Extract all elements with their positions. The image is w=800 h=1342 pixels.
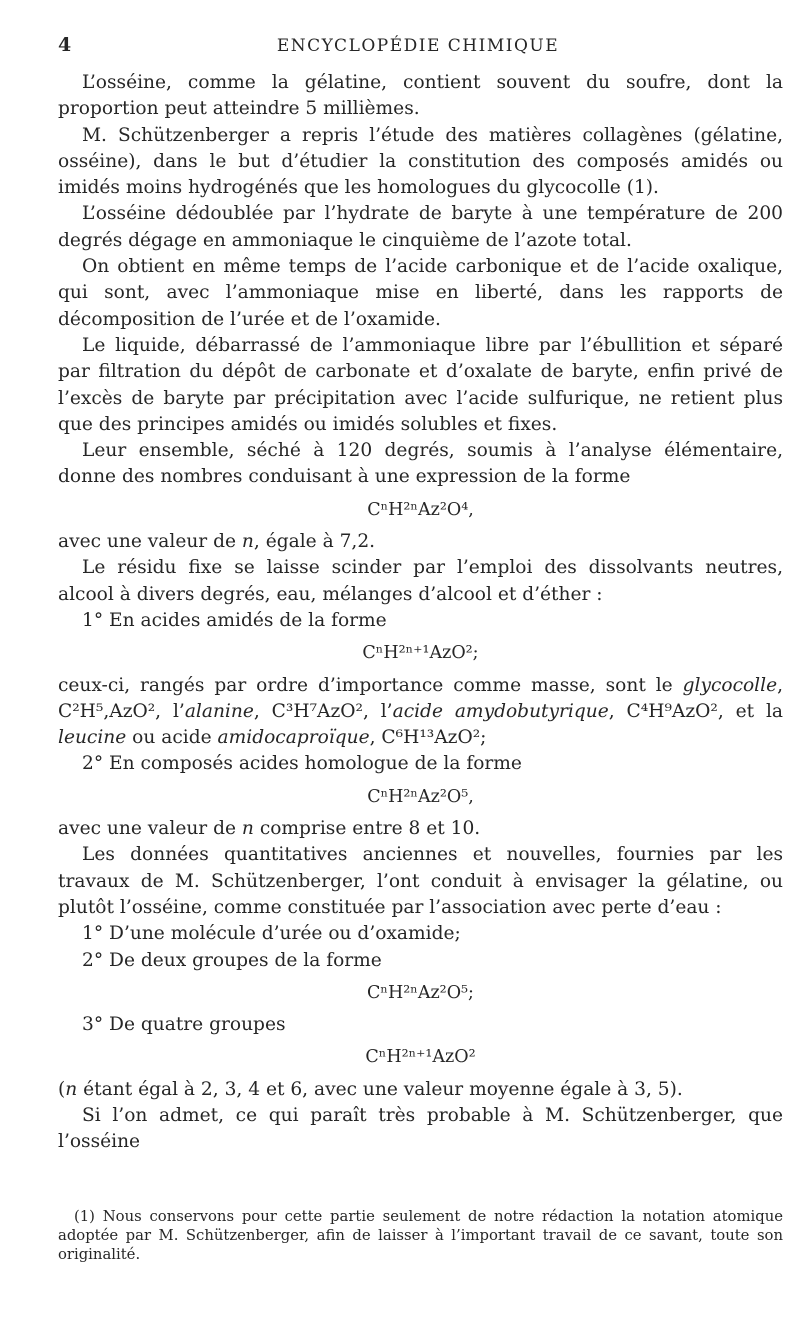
paragraph: [58, 1077, 783, 1103]
formula: CⁿH²ⁿAz²O⁴,: [367, 499, 474, 520]
enumeration-item: 1° En acides amidés de la forme: [82, 609, 387, 631]
paragraph: Le liquide, débarrassé de l’ammoniaque libre par l’ébullition et séparé par filtration du dépôt de carbonate et d’oxalate de baryte, enfin privé de l’excès de baryte par précipitation avec l’acide sulfurique, ne retient plus que des principes amidés ou imidés solubles et fixes.: [58, 334, 783, 435]
page-number: 4: [58, 34, 72, 56]
enumeration-item: 3° De quatre groupes: [82, 1014, 286, 1036]
footnote: [58, 1207, 783, 1264]
term-alanine: alanine: [184, 700, 254, 722]
paragraph: On obtient en même temps de l’acide carbonique et de l’acide oxalique, qui sont, avec l’ammoniaque mise en liberté, dans les rapports de décomposition de l’urée et de l’oxamide.: [58, 256, 783, 330]
text-run: (: [58, 1078, 66, 1100]
text-run: avec une valeur de: [58, 531, 242, 553]
term-amidocaproique: amidocaproïque: [217, 727, 370, 749]
body-text: [58, 70, 783, 1156]
paragraph: Les données quantitatives anciennes et nouvelles, fournies par les travaux de M. Schützenberger, l’ont conduit à envisager la gélatine, ou plutôt l’osséine, comme constituée par l’association avec perte d’eau :: [58, 844, 783, 918]
text-run: comprise entre 8 et 10.: [253, 818, 481, 840]
running-title: ENCYCLOPÉDIE CHIMIQUE: [276, 36, 560, 56]
paragraph: M. Schützenberger a repris l’étude des matières collagènes (gélatine, osséine), dans le but d’étudier la constitution des composés amidés ou imidés moins hydrogénés que les homologues du glycocolle (1).: [58, 124, 783, 199]
page-header: [58, 34, 778, 58]
term-leucine: leucine: [58, 727, 127, 749]
enumeration-item: 2° De deux groupes de la forme: [82, 949, 382, 971]
term-amydobutyrique: acide amydobutyrique: [392, 700, 609, 722]
text-run: , C³H⁷AzO², l’: [253, 700, 393, 722]
paragraph: Si l’on admet, ce qui paraît très probable à M. Schützenberger, que l’osséine: [58, 1104, 783, 1153]
paragraph: L’osséine, comme la gélatine, contient souvent du soufre, dont la proportion peut atteindre 5 millièmes.: [58, 72, 783, 120]
variable-n: n: [241, 531, 254, 553]
variable-n: n: [65, 1078, 78, 1100]
variable-n: n: [241, 818, 254, 840]
text-run: , C⁶H¹³AzO²;: [369, 727, 487, 749]
paragraph: [58, 816, 783, 842]
paragraph: [58, 529, 783, 555]
paragraph: Leur ensemble, séché à 120 degrés, soumis à l’analyse élémentaire, donne des nombres conduisant à une expression de la forme: [58, 440, 783, 488]
formula: CⁿH²ⁿ⁺¹AzO²: [365, 1047, 476, 1068]
enumeration-item: 2° En composés acides homologue de la forme: [82, 753, 522, 775]
footnote-text: (1) Nous conservons pour cette partie seulement de notre rédaction la notation atomique adoptée par M. Schützenberger, afin de laisser à l’important travail de ce savant, toute son originalité.: [58, 1208, 783, 1263]
paragraph: [58, 673, 783, 752]
text-run: étant égal à 2, 3, 4 et 6, avec une valeur moyenne égale à 3, 5).: [77, 1078, 683, 1100]
enumeration-item: 1° D’une molécule d’urée ou d’oxamide;: [82, 923, 461, 945]
text-run: avec une valeur de: [58, 818, 242, 840]
formula: CⁿH²ⁿAz²O⁵;: [367, 982, 474, 1003]
formula: CⁿH²ⁿ⁺¹AzO²;: [362, 643, 479, 664]
text-run: ou acide: [126, 727, 218, 749]
text-run: , égale à 7,2.: [253, 531, 376, 553]
paragraph: L’osséine dédoublée par l’hydrate de baryte à une température de 200 degrés dégage en ammoniaque le cinquième de l’azote total.: [58, 203, 783, 251]
text-run: ceux-ci, rangés par ordre d’importance comme masse, sont le: [58, 674, 683, 696]
text-run: , C⁴H⁹AzO², et la: [608, 700, 784, 722]
formula: CⁿH²ⁿAz²O⁵,: [367, 786, 474, 807]
paragraph: Le résidu fixe se laisse scinder par l’emploi des dissolvants neutres, alcool à divers degrés, eau, mélanges d’alcool et d’éther :: [58, 557, 783, 605]
text-run: , C²H⁵,AzO², l’: [58, 674, 783, 722]
term-glycocolle: glycocolle: [682, 674, 778, 696]
